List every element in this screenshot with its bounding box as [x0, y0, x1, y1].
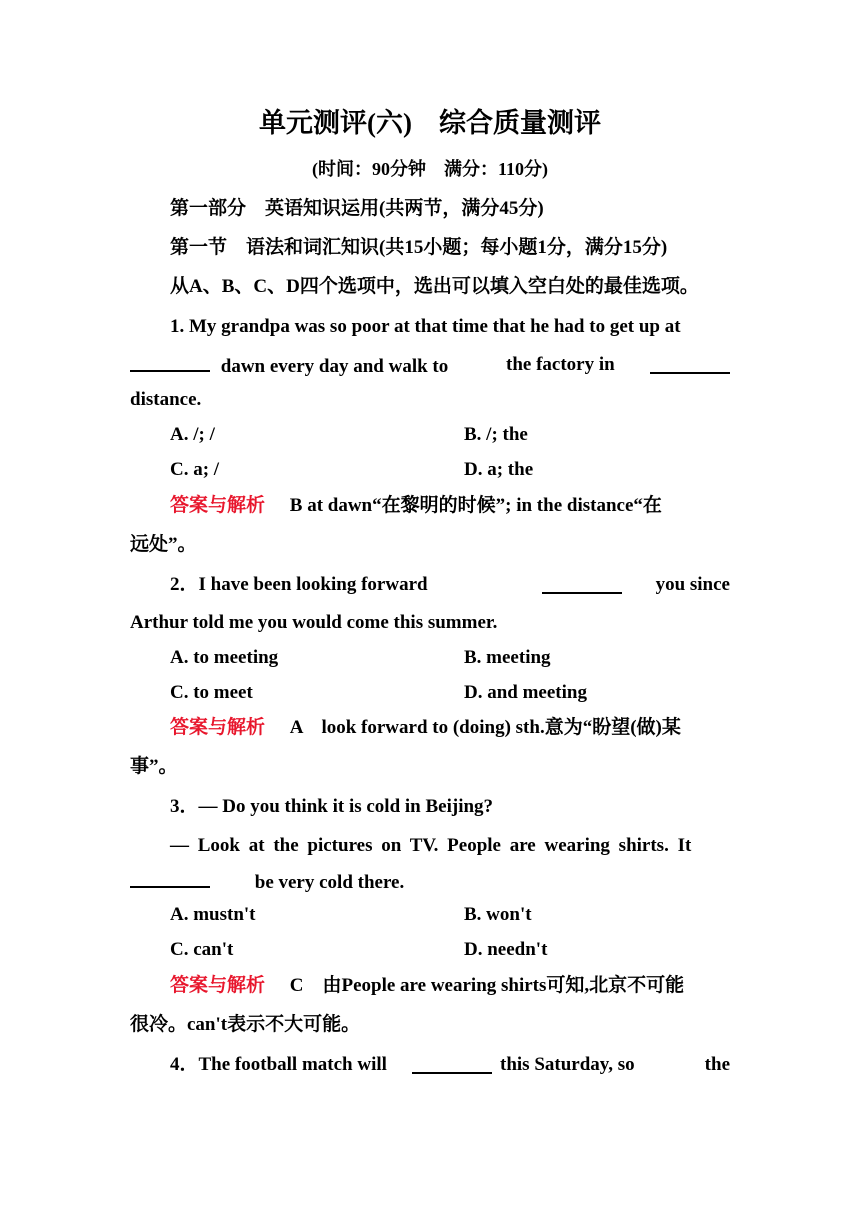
instruction: 从A、B、C、D四个选项中，选出可以填入空白处的最佳选项。 — [170, 276, 699, 297]
answer-blank — [130, 870, 210, 888]
question-4-text-c: the — [704, 1054, 730, 1075]
question-1-line-2 — [130, 354, 730, 378]
option-c: C. to meet — [170, 682, 253, 703]
question-3-line-1: 3．— Do you think it is cold in Beijing? — [170, 796, 494, 817]
option-c: C. a; / — [170, 459, 220, 480]
question-1-line-3: distance. — [130, 389, 202, 410]
option-a: A. /; / — [170, 424, 215, 445]
question-3-line-2: — Look at the pictures on TV. People are wearing shirts. It — [170, 835, 692, 856]
option-c: C. can't — [170, 939, 234, 960]
answer-line-1 — [170, 975, 684, 997]
question-2-text-b: you since — [655, 574, 730, 595]
question-4-text-b: this Saturday, so — [500, 1054, 635, 1075]
question-4-text-a: 4．The football match will — [170, 1054, 387, 1075]
question-1-text-a: dawn every day and walk to — [220, 356, 449, 377]
answer-label: 答案与解析 — [170, 975, 266, 996]
answer-line-2: 事”。 — [130, 756, 178, 777]
question-2-line-2: Arthur told me you would come this summer. — [130, 612, 498, 633]
answer-text: A look forward to (doing) sth.意为“盼望(做)某 — [289, 717, 681, 738]
answer-line-2: 远处”。 — [130, 534, 197, 555]
answer-line-1 — [170, 495, 662, 517]
page-title: 单元测评(六) 综合质量测评 — [259, 108, 601, 138]
answer-blank — [130, 354, 210, 372]
option-a: A. mustn't — [170, 904, 256, 925]
answer-label: 答案与解析 — [170, 717, 266, 738]
question-3-text: be very cold there. — [254, 872, 405, 893]
answer-text: C 由People are wearing shirts可知,北京不可能 — [289, 975, 685, 996]
answer-line-2: 很冷。can't表示不大可能。 — [130, 1014, 361, 1035]
answer-blank — [412, 1056, 492, 1074]
option-b: B. /; the — [464, 424, 528, 445]
answer-label: 答案与解析 — [170, 495, 266, 516]
question-2-text-a: 2．I have been looking forward — [170, 574, 428, 595]
answer-blank — [650, 356, 730, 374]
part-heading: 第一部分 英语知识运用(共两节，满分45分) — [170, 198, 544, 219]
question-2-line-1 — [170, 574, 730, 596]
option-b: B. meeting — [464, 647, 551, 668]
exam-info: (时间：90分钟 满分：110分) — [312, 159, 548, 179]
option-b: B. won't — [464, 904, 532, 925]
section-heading: 第一节 语法和词汇知识(共15小题；每小题1分，满分15分) — [170, 237, 668, 258]
question-3-line-3 — [130, 870, 404, 894]
answer-blank — [542, 576, 622, 594]
option-d: D. a; the — [464, 459, 534, 480]
question-1-text-b: the factory in — [506, 354, 615, 375]
question-4-line-1 — [170, 1054, 730, 1076]
answer-line-1 — [170, 717, 681, 739]
question-1-line-1: 1. My grandpa was so poor at that time that he had to get up at — [170, 316, 681, 337]
answer-text: B at dawn“在黎明的时候”; in the distance“在 — [289, 495, 662, 516]
option-d: D. needn't — [464, 939, 548, 960]
option-a: A. to meeting — [170, 647, 279, 668]
option-d: D. and meeting — [464, 682, 587, 703]
